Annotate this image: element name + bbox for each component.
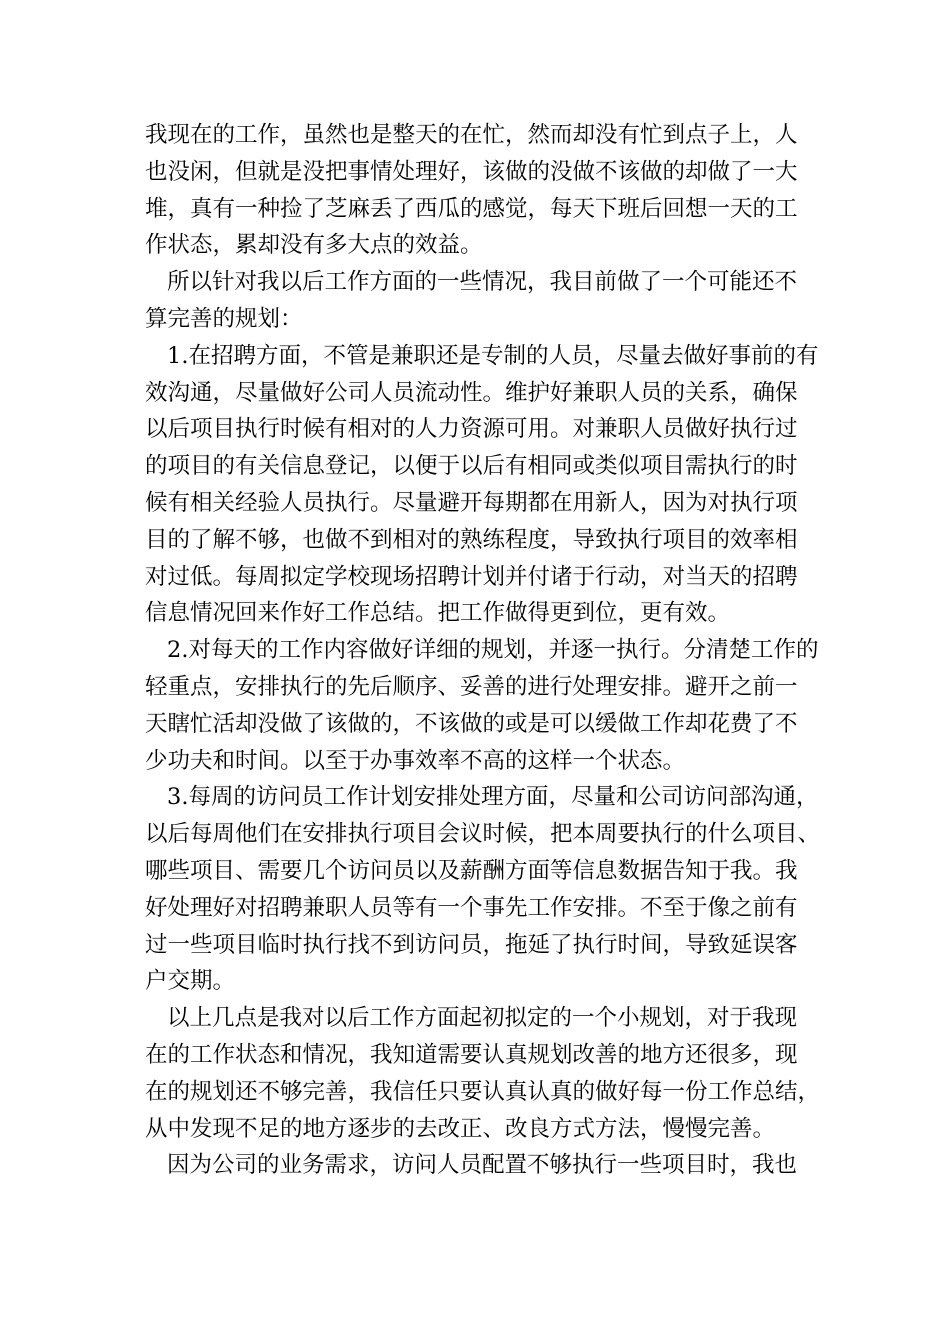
text-line: 在的工作状态和情况，我知道需要认真规划改善的地方还很多，现	[145, 1041, 798, 1068]
text-line: 目的了解不够，也做不到相对的熟练程度，导致执行项目的效率相	[145, 526, 798, 553]
text-line: 过一些项目临时执行找不到访问员，拖延了执行时间，导致延误客	[145, 931, 798, 958]
text-line: 户交期。	[145, 968, 236, 995]
text-line: 哪些项目、需要几个访问员以及薪酬方面等信息数据告知于我。我	[145, 857, 798, 884]
text-line: 以后每周他们在安排执行项目会议时候，把本周要执行的什么项目、	[145, 821, 821, 848]
text-line: 以上几点是我对以后工作方面起初拟定的一个小规划，对于我现	[167, 1005, 798, 1032]
text-line: 算完善的规划：	[145, 305, 303, 332]
text-line: 因为公司的业务需求，访问人员配置不够执行一些项目时，我也	[167, 1152, 798, 1179]
paragraph-5	[145, 779, 821, 1000]
paragraph-6	[145, 1000, 821, 1147]
text-line: 候有相关经验人员执行。尽量避开每期都在用新人，因为对执行项	[145, 489, 798, 516]
text-line: 信息情况回来作好工作总结。把工作做得更到位，更有效。	[145, 600, 731, 627]
text-line: 轻重点，安排执行的先后顺序、妥善的进行处理安排。避开之前一	[145, 673, 798, 700]
text-line: 效沟通，尽量做好公司人员流动性。维护好兼职人员的关系，确保	[145, 379, 798, 406]
text-line: 以后项目执行时候有相对的人力资源可用。对兼职人员做好执行过	[145, 416, 798, 443]
text-line: 从中发现不足的地方逐步的去改正、改良方式方法，慢慢完善。	[145, 1115, 776, 1142]
text-line: 3.每周的访问员工作计划安排处理方面，尽量和公司访问部沟通，	[167, 784, 819, 811]
text-line: 对过低。每周拟定学校现场招聘计划并付诸于行动，对当天的招聘	[145, 563, 798, 590]
text-line: 在的规划还不够完善，我信任只要认真认真的做好每一份工作总结，	[145, 1078, 821, 1105]
text-line: 堆，真有一种捡了芝麻丢了西瓜的感觉，每天下班后回想一天的工	[145, 195, 798, 222]
text-line: 我现在的工作，虽然也是整天的在忙，然而却没有忙到点子上，人	[145, 122, 798, 148]
paragraph-1	[145, 117, 815, 264]
text-line: 天瞎忙活却没做了该做的，不该做的或是可以缓做工作却花费了不	[145, 710, 798, 737]
text-line: 的项目的有关信息登记，以便于以后有相同或类似项目需执行的时	[145, 453, 798, 480]
text-line: 也没闲，但就是没把事情处理好，该做的没做不该做的却做了一大	[145, 158, 798, 185]
paragraph-4	[145, 632, 819, 779]
paragraph-2	[145, 264, 815, 338]
paragraph-3	[145, 338, 819, 632]
text-line: 好处理好对招聘兼职人员等有一个事先工作安排。不至于像之前有	[145, 894, 798, 921]
text-line: 少功夫和时间。以至于办事效率不高的这样一个状态。	[145, 747, 686, 774]
text-line: 2.对每天的工作内容做好详细的规划，并逐一执行。分清楚工作的	[167, 637, 819, 664]
document-page	[145, 117, 821, 1184]
text-line: 作状态，累却没有多大点的效益。	[145, 232, 483, 259]
text-line: 所以针对我以后工作方面的一些情况，我目前做了一个可能还不	[167, 269, 798, 296]
paragraph-7	[145, 1147, 815, 1184]
text-line: 1.在招聘方面，不管是兼职还是专制的人员，尽量去做好事前的有	[167, 342, 819, 369]
